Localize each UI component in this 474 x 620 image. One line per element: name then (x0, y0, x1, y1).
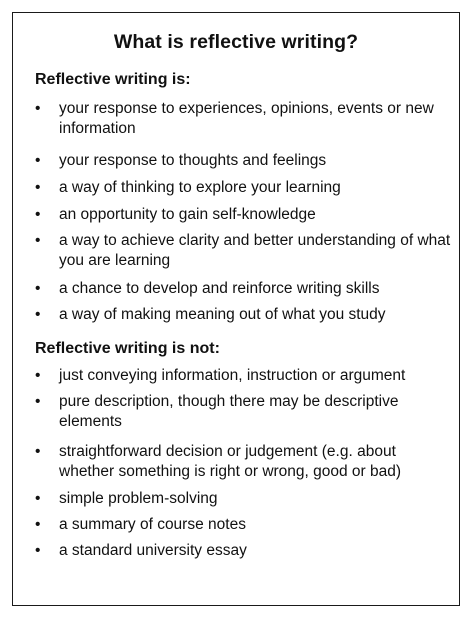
list-item-text: a standard university essay (59, 542, 247, 559)
list-item-text: your response to thoughts and feelings (59, 152, 327, 169)
bullet-icon: • (35, 393, 41, 410)
list-item (13, 205, 459, 231)
bullet-icon: • (35, 516, 41, 533)
list-item (13, 99, 459, 151)
list-item-text: a chance to develop and reinforce writing skills (59, 280, 380, 297)
list-item (13, 279, 459, 305)
list-item-text: a way of thinking to explore your learning (59, 179, 341, 196)
list-reflective-is (13, 99, 459, 333)
content-box (12, 12, 460, 606)
bullet-icon: • (35, 367, 41, 384)
bullet-icon: • (35, 490, 41, 507)
bullet-icon: • (35, 443, 41, 460)
list-item-text: a way of making meaning out of what you study (59, 306, 386, 323)
list-item-text: pure description, though there may be descriptive elements (59, 393, 399, 430)
bullet-icon: • (35, 152, 41, 169)
bullet-icon: • (35, 232, 41, 249)
list-item (13, 392, 459, 442)
list-reflective-is-not (13, 366, 459, 567)
list-item (13, 305, 459, 333)
list-item-text: just conveying information, instruction or argument (59, 367, 406, 384)
bullet-icon: • (35, 542, 41, 559)
list-item-text: straightforward decision or judgement (e.g. about whether something is right or wrong, good or bad) (59, 443, 402, 480)
bullet-icon: • (35, 280, 41, 297)
bullet-icon: • (35, 100, 41, 117)
list-item-text: a summary of course notes (59, 516, 246, 533)
list-item-text: your response to experiences, opinions, events or new information (59, 100, 434, 137)
list-item-text: an opportunity to gain self-knowledge (59, 206, 316, 223)
list-item (13, 489, 459, 515)
page-title: What is reflective writing? (113, 31, 359, 53)
bullet-icon: • (35, 206, 41, 223)
list-item (13, 178, 459, 205)
list-item (13, 366, 459, 392)
list-item (13, 231, 459, 279)
list-item (13, 442, 459, 489)
section-heading-is: Reflective writing is: (35, 71, 191, 88)
list-item-text: simple problem-solving (59, 490, 218, 507)
bullet-icon: • (35, 306, 41, 323)
list-item (13, 515, 459, 541)
list-item (13, 541, 459, 567)
list-item (13, 151, 459, 178)
list-item-text: a way to achieve clarity and better understanding of what you are learning (59, 232, 451, 269)
section-heading-is-not: Reflective writing is not: (35, 340, 220, 357)
bullet-icon: • (35, 179, 41, 196)
